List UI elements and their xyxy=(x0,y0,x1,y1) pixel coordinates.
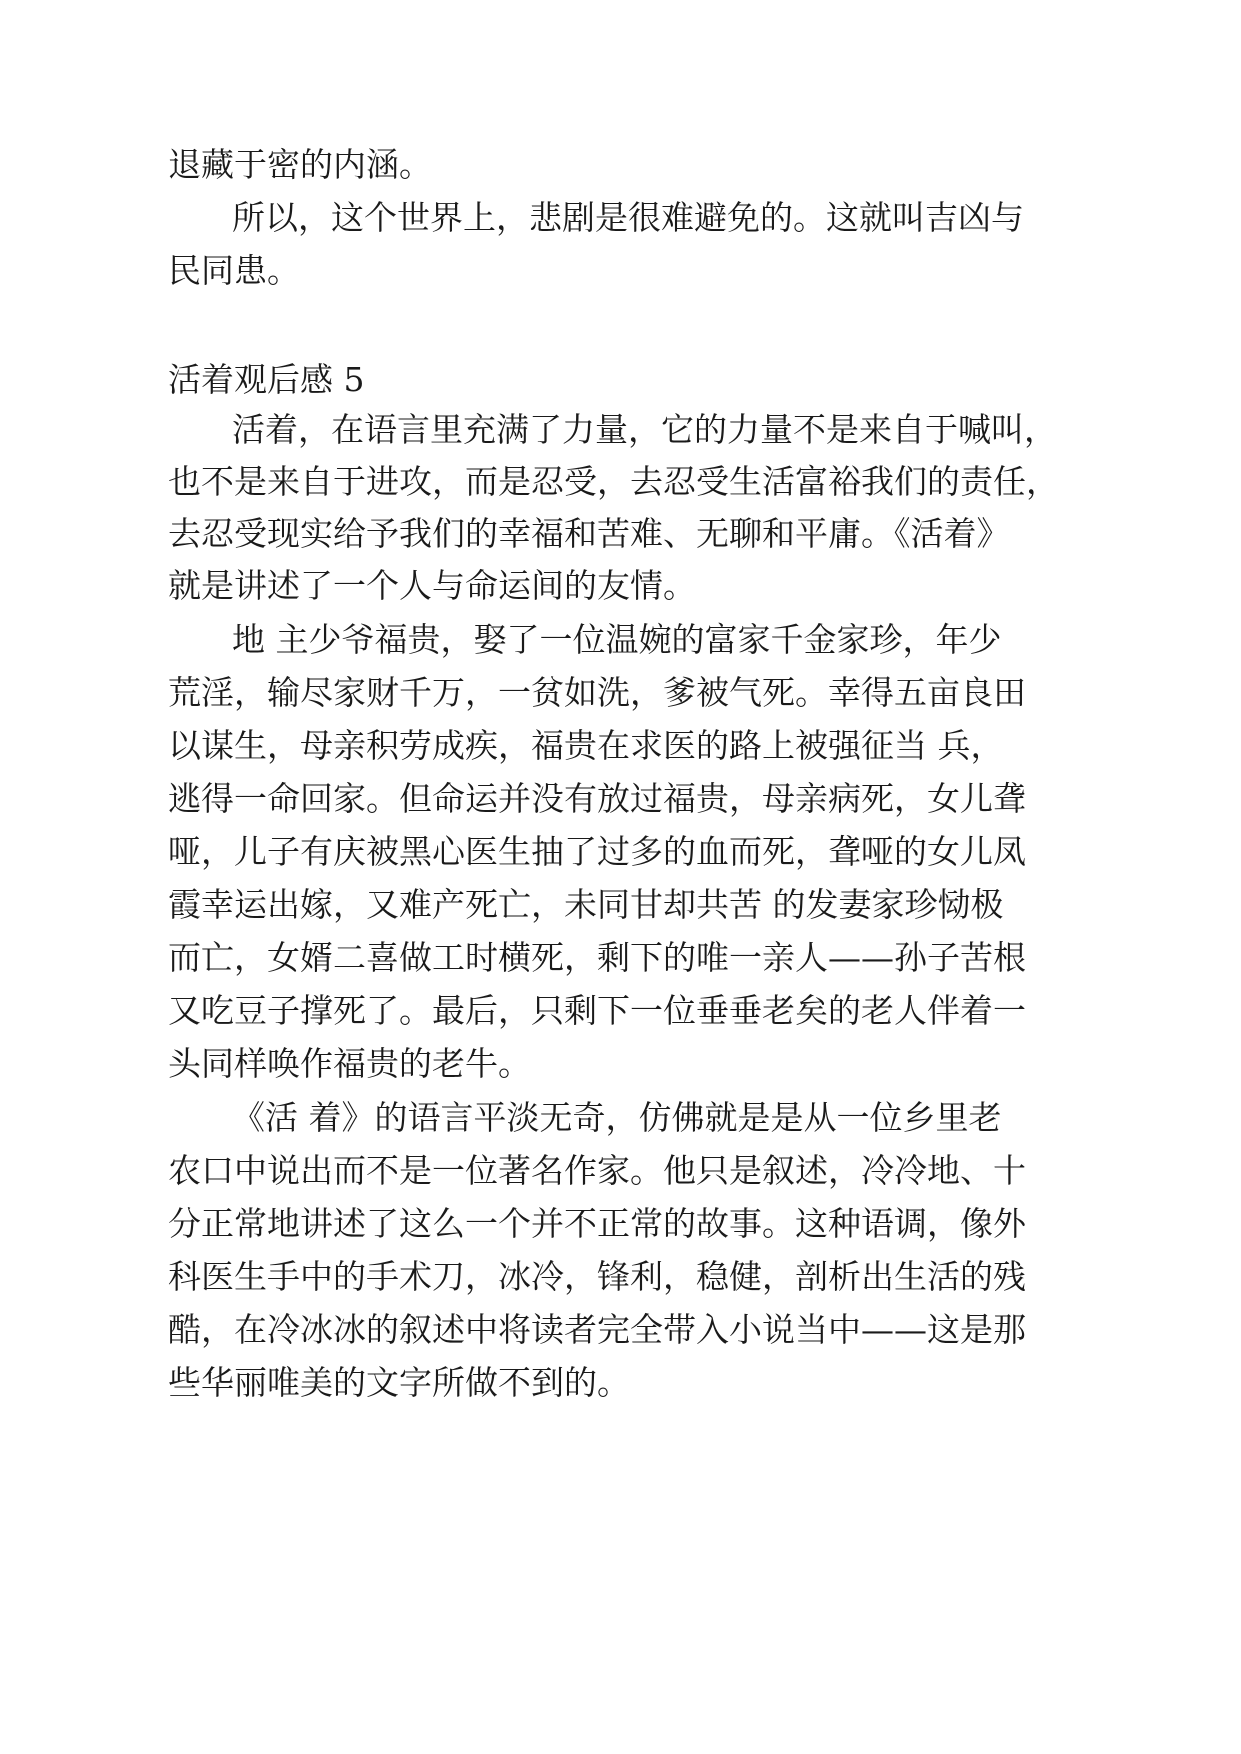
line-22: 酷，在冷冰冰的叙述中将读者完全带入小说当中——这是那 xyxy=(168,1310,1026,1349)
line-17: 头同样唤作福贵的老牛。 xyxy=(168,1044,531,1083)
line-2: 所以，这个世界上，悲剧是很难避免的。这就叫吉凶与 xyxy=(232,198,1024,237)
line-7: 去忍受现实给予我们的幸福和苦难、无聊和平庸。《活着》 xyxy=(168,514,1010,553)
line-19: 农口中说出而不是一位著名作家。他只是叙述，冷冷地、十 xyxy=(168,1151,1026,1190)
line-15: 而亡，女婿二喜做工时横死，剩下的唯一亲人——孙子苦根 xyxy=(168,938,1026,977)
line-10: 荒淫，输尽家财千万，一贫如洗，爹被气死。幸得五亩良田 xyxy=(168,673,1026,712)
line-20: 分正常地讲述了这么一个并不正常的故事。这种语调，像外 xyxy=(168,1204,1026,1243)
line-3: 民同患。 xyxy=(168,251,300,290)
line-8: 就是讲述了一个人与命运间的友情。 xyxy=(168,566,696,605)
line-13: 哑，儿子有庆被黑心医生抽了过多的血而死，聋哑的女儿凤 xyxy=(168,832,1026,871)
line-21: 科医生手中的手术刀，冰冷，锋利，稳健，剖析出生活的残 xyxy=(168,1257,1026,1296)
line-18: 《活 着》的语言平淡无奇，仿佛就是是从一位乡里老 xyxy=(232,1098,1002,1137)
line-1: 退藏于密的内涵。 xyxy=(168,145,432,184)
section-heading: 活着观后感 5 xyxy=(168,360,365,399)
line-14: 霞幸运出嫁，又难产死亡，未同甘却共苦 的发妻家珍恸极 xyxy=(168,885,1004,924)
line-12: 逃得一命回家。但命运并没有放过福贵，母亲病死，女儿聋 xyxy=(168,779,1026,818)
line-16: 又吃豆子撑死了。最后，只剩下一位垂垂老矣的老人伴着一 xyxy=(168,991,1026,1030)
line-5: 活着，在语言里充满了力量，它的力量不是来自于喊叫， xyxy=(232,410,1057,449)
line-9: 地 主少爷福贵，娶了一位温婉的富家千金家珍，年少 xyxy=(232,620,1002,659)
line-23: 些华丽唯美的文字所做不到的。 xyxy=(168,1363,630,1402)
line-6: 也不是来自于进攻，而是忍受，去忍受生活富裕我们的责任， xyxy=(168,462,1059,501)
line-11: 以谋生，母亲积劳成疾，福贵在求医的路上被强征当 兵， xyxy=(168,726,1004,765)
